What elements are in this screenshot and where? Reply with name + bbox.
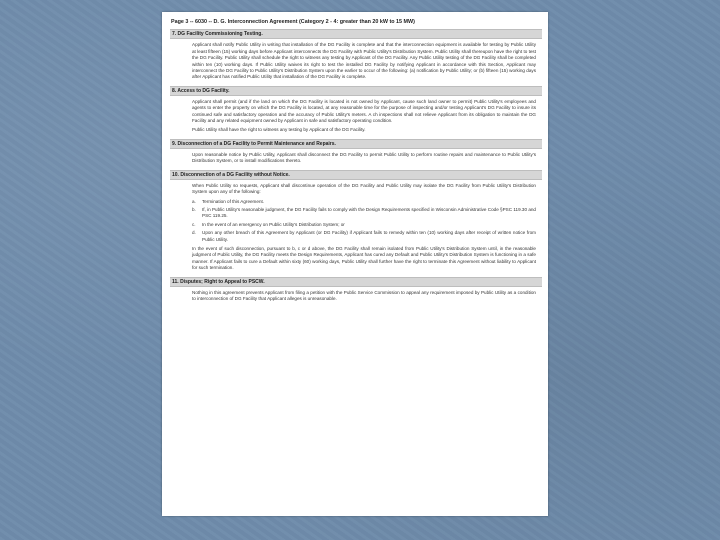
section-heading: 9. Disconnection of a DG Facility to Permit Maintenance and Repairs.: [170, 139, 542, 149]
section-heading: 10. Disconnection of a DG Facility without Notice.: [170, 170, 542, 180]
section-8: [170, 86, 542, 134]
page-header: Page 3 -- 6030 -- D. G. Interconnection Agreement (Category 2 - 4: greater than 20 kW to 15 MW): [171, 19, 415, 25]
section-heading: 11. Disputes; Right to Appeal to PSCW.: [170, 277, 542, 287]
section-9: [170, 139, 542, 165]
list-item-text: If, in Public Utility's reasonable judgment, the DG Facility fails to comply with the Design Requirements specified in Wisconsin Administrative Code §PSC 119.30 and PSC 119.25.: [202, 206, 536, 219]
list-item: [192, 222, 536, 228]
list-item-text: Termination of this Agreement.: [202, 198, 265, 204]
list-item: [192, 199, 536, 205]
section-heading: 7. DG Facility Commissioning Testing.: [170, 29, 542, 39]
list-marker: c.: [192, 221, 196, 227]
section-paragraph: Applicant shall permit (and if the land on which the DG Facility is located is not owned by Applicant, cause such land owner to permit) Public Utility's employees and agents to enter the property on which the DG Facility is located, at any reasonable time for the purpose of inspecting and/or testing Applicant's DG Facility to insure its continued safe and satisfactory operation and the accuracy of Public Utility's meters. A ch inspections shall not relieve Applicant from its obligation to maintain the DG Facility and any related equipment owned by Applicant in safe and satisfactory operating condition.: [192, 98, 536, 124]
list-item-text: In the event of an emergency on Public Utility's Distribution System; or: [202, 221, 345, 227]
list-marker: b.: [192, 206, 196, 212]
section-heading: 8. Access to DG Facility.: [170, 86, 542, 96]
condition-list: [192, 199, 536, 243]
list-item: [192, 207, 536, 220]
section-paragraph: Upon reasonable notice by Public Utility, Applicant shall disconnect the DG Facility to permit Public Utility to perform routine repairs and maintenance to Public Utility's Distribution System, or to install modifications thereto.: [192, 151, 536, 164]
section-paragraph: Applicant shall notify Public Utility in writing that installation of the DG Facility is complete and that the interconnection equipment is available for testing by Public Utility at least fifteen (15) working days before Applicant interconnects the DG Facility with Public Utility's Distribution System. Public Utility shall thereupon have the right to test the DG Facility. Public Utility shall schedule the right to witness any testing by Applicant of the DG Facility. Any Public Utility testing of the DG Facility shall be completed within ten (10) working days. If Public Utility waives its right to test the installed DG Facility by notifying Applicant in accordance with this Section, Applicant may interconnect the DG Facility to Public Utility's Distribution System upon the earlier to occur of the following: (a) notification by Public Utility; or (b) fifteen (15) working days after Applicant has notified Public Utility that installation of the DG Facility is complete.: [192, 42, 536, 80]
list-marker: d.: [192, 230, 196, 236]
section-11: [170, 277, 542, 303]
section-paragraph: Nothing in this agreement prevents Applicant from filing a petition with the Public Service Commission to appeal any requirement imposed by Public Utility as a condition to interconnection of DG Facility that Applicant alleges is unreasonable.: [192, 289, 536, 301]
section-7: [170, 29, 542, 80]
section-paragraph: When Public Utility so requests, Applicant shall discontinue operation of the DG Facility and Public Utility may isolate the DG Facility from Public Utility's Distribution System upon any of the following:: [192, 182, 536, 195]
document-page: [162, 12, 548, 516]
section-paragraph: Public Utility shall have the right to witness any testing by Applicant of the DG Facility.: [192, 127, 366, 133]
section-10: [170, 170, 542, 272]
list-marker: a.: [192, 198, 196, 204]
list-item-text: Upon any other breach of this Agreement by Applicant (or DG Facility) if Applicant fails to remedy within ten (10) working days after receipt of written notice from Public Utility.: [202, 230, 536, 242]
section-paragraph: In the event of such disconnection, pursuant to b, c or d above, the DG Facility shall remain isolated from Public Utility's Distribution System until, in the reasonable judgment of Public Utility, the DG Facility meets the Design Requirements, Applicant has cured any Default and Public Utility's Distribution System is functioning in a safe manner. If Applicant fails to cure a Default within sixty (60) working days, Public Utility shall further have the right to terminate this Agreement without liability to Applicant for such termination.: [192, 245, 536, 271]
list-item: [192, 230, 536, 243]
